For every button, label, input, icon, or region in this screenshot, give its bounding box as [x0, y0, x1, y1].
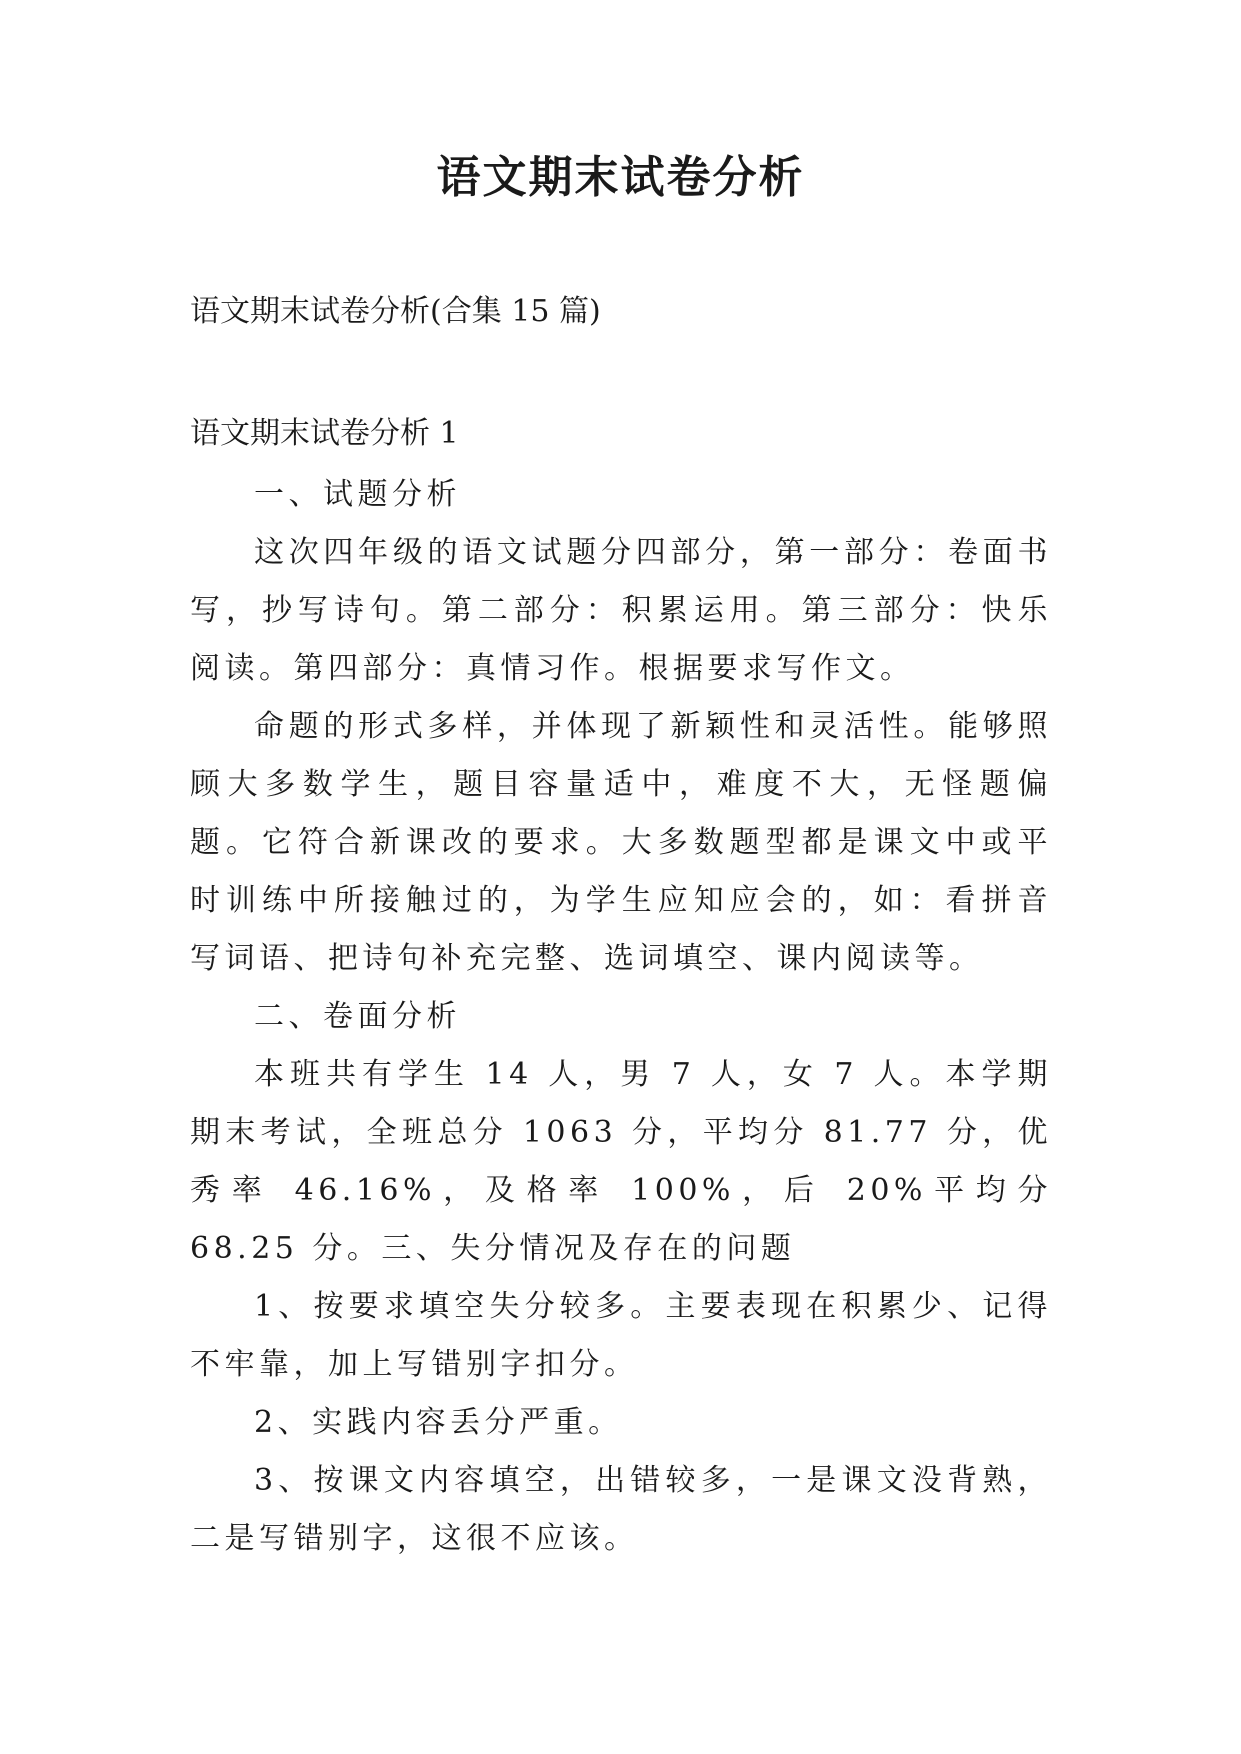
section-title: 语文期末试卷分析 1: [190, 416, 459, 451]
paragraph: 这次四年级的语文试题分四部分，第一部分：卷面书写，抄写诗句。第二部分：积累运用。第三部分：快乐阅读。第四部分：真情习作。根据要求写作文。: [190, 535, 1052, 686]
list-item: 2、实践内容丢分严重。: [254, 1405, 623, 1440]
list-item: 3、按课文内容填空，出错较多，一是课文没背熟，二是写错别字，这很不应该。: [190, 1463, 1052, 1556]
heading-paper-analysis: 二、卷面分析: [254, 999, 461, 1034]
document-subtitle: 语文期末试卷分析(合集 15 篇): [190, 294, 601, 329]
paragraph: 命题的形式多样，并体现了新颖性和灵活性。能够照顾大多数学生，题目容量适中，难度不大，无怪题偏题。它符合新课改的要求。大多数题型都是课文中或平时训练中所接触过的，为学生应知应会的，如：看拼音写词语、把诗句补充完整、选词填空、课内阅读等。: [190, 709, 1052, 976]
document-body: [190, 466, 1052, 1568]
paragraph: 本班共有学生 14 人，男 7 人，女 7 人。本学期期末考试，全班总分 1063 分，平均分 81.77 分，优秀率 46.16%，及格率 100%，后 20%平均分 68.25 分。三、失分情况及存在的问题: [190, 1057, 1052, 1266]
heading-test-analysis: 一、试题分析: [254, 477, 461, 512]
list-item: 1、按要求填空失分较多。主要表现在积累少、记得不牢靠，加上写错别字扣分。: [190, 1289, 1052, 1382]
document-title: 语文期末试卷分析: [436, 152, 805, 203]
